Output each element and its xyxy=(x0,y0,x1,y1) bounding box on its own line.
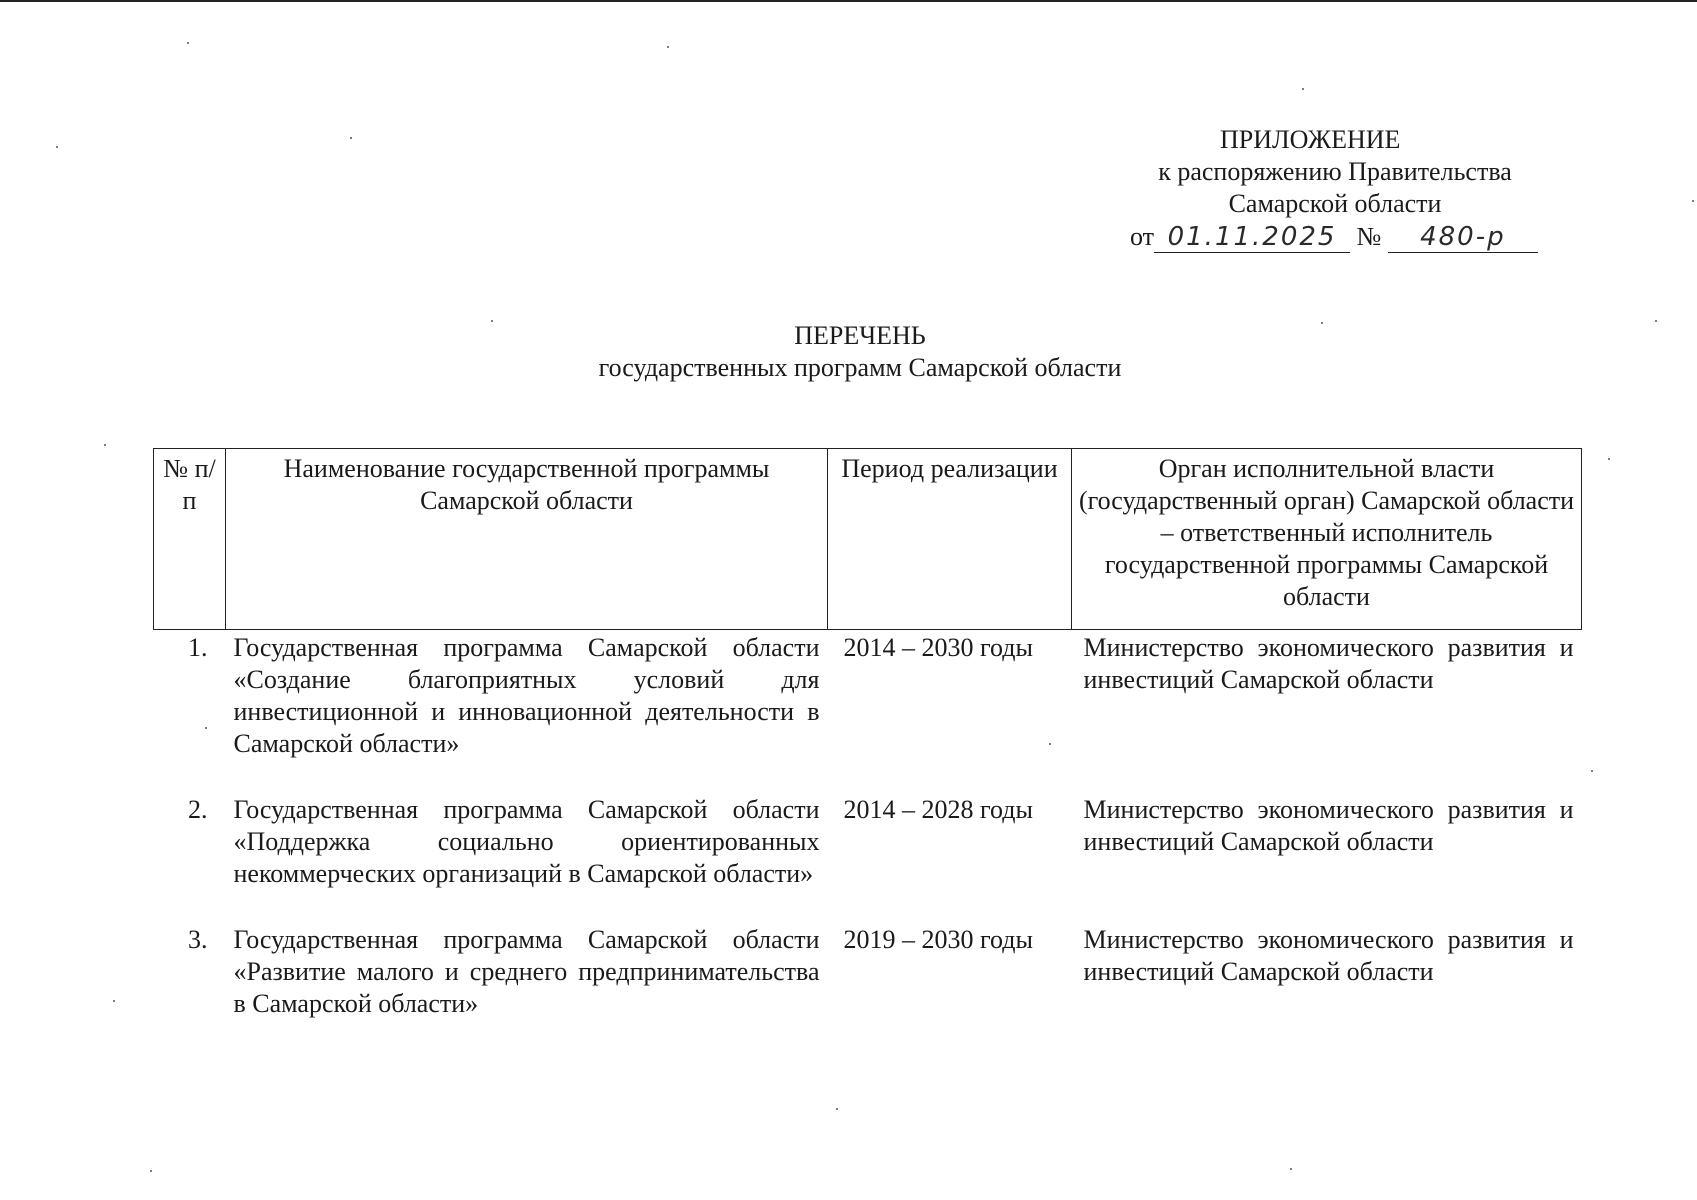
appendix-line-1: к распоряжению Правительства xyxy=(1158,157,1512,186)
scan-speck xyxy=(1321,322,1323,324)
appendix-title: ПРИЛОЖЕНИЕ xyxy=(1220,125,1401,154)
scan-speck xyxy=(1591,770,1593,772)
order-date-handwritten: 01.11.2025 xyxy=(1154,222,1350,253)
document-subtitle: государственных программ Самарской области xyxy=(598,353,1122,382)
order-from-label: от xyxy=(1130,222,1155,251)
header-period: Период реализации xyxy=(828,449,1072,630)
scan-speck xyxy=(1290,1168,1292,1170)
scan-speck xyxy=(205,727,207,729)
row-num: 1. xyxy=(188,633,208,662)
scan-speck xyxy=(350,137,352,139)
row-period: 2014 – 2028 годы xyxy=(843,795,1033,824)
scan-speck xyxy=(1692,200,1694,202)
order-reference xyxy=(1130,222,1538,253)
document-heading xyxy=(560,320,1160,384)
scan-top-rule xyxy=(0,0,1697,2)
scan-speck xyxy=(1302,88,1304,90)
row-period: 2014 – 2030 годы xyxy=(843,633,1033,662)
scan-speck xyxy=(150,1170,152,1172)
table-header-row xyxy=(154,449,1582,630)
row-executor: Министерство экономического развития и инвестиций Самарской области xyxy=(1083,633,1574,694)
scan-speck xyxy=(1049,743,1051,745)
table-row xyxy=(154,630,1582,795)
scan-speck xyxy=(836,1108,838,1110)
document-title: ПЕРЕЧЕНЬ xyxy=(794,321,926,350)
header-executor: Орган исполнительной власти (государственный орган) Самарской области – ответственный исполнитель государственной программы Самарской области xyxy=(1072,449,1582,630)
appendix-line-2: Самарской области xyxy=(1228,189,1442,218)
scan-speck xyxy=(56,146,58,148)
row-period: 2019 – 2030 годы xyxy=(843,925,1033,954)
scan-speck xyxy=(187,42,189,44)
order-number-label: № xyxy=(1356,222,1382,251)
row-num: 2. xyxy=(188,795,208,824)
row-program-name: Государственная программа Самарской области «Создание благоприятных условий для инвестиционной и инновационной деятельности в Самарской области» xyxy=(233,633,820,758)
row-num: 3. xyxy=(188,925,208,954)
scan-speck xyxy=(1655,320,1657,322)
row-program-name: Государственная программа Самарской области «Поддержка социально ориентированных некоммерческих организаций в Самарской области» xyxy=(233,795,820,888)
scan-speck xyxy=(113,1000,115,1002)
scan-speck xyxy=(1608,458,1610,460)
order-number-handwritten: 480-р xyxy=(1388,222,1538,253)
header-num: № п/п xyxy=(154,449,226,630)
scan-speck xyxy=(667,46,669,48)
row-program-name: Государственная программа Самарской области «Развитие малого и среднего предпринимательства в Самарской области» xyxy=(233,925,820,1018)
table-row xyxy=(154,794,1582,924)
table-row xyxy=(154,924,1582,1054)
scan-speck xyxy=(104,444,106,446)
programs-table xyxy=(153,448,1582,1054)
header-name: Наименование государственной программы Самарской области xyxy=(226,449,828,630)
scan-speck xyxy=(491,320,493,322)
appendix-header xyxy=(1090,124,1580,220)
row-executor: Министерство экономического развития и инвестиций Самарской области xyxy=(1083,795,1574,856)
row-executor: Министерство экономического развития и инвестиций Самарской области xyxy=(1083,925,1574,986)
